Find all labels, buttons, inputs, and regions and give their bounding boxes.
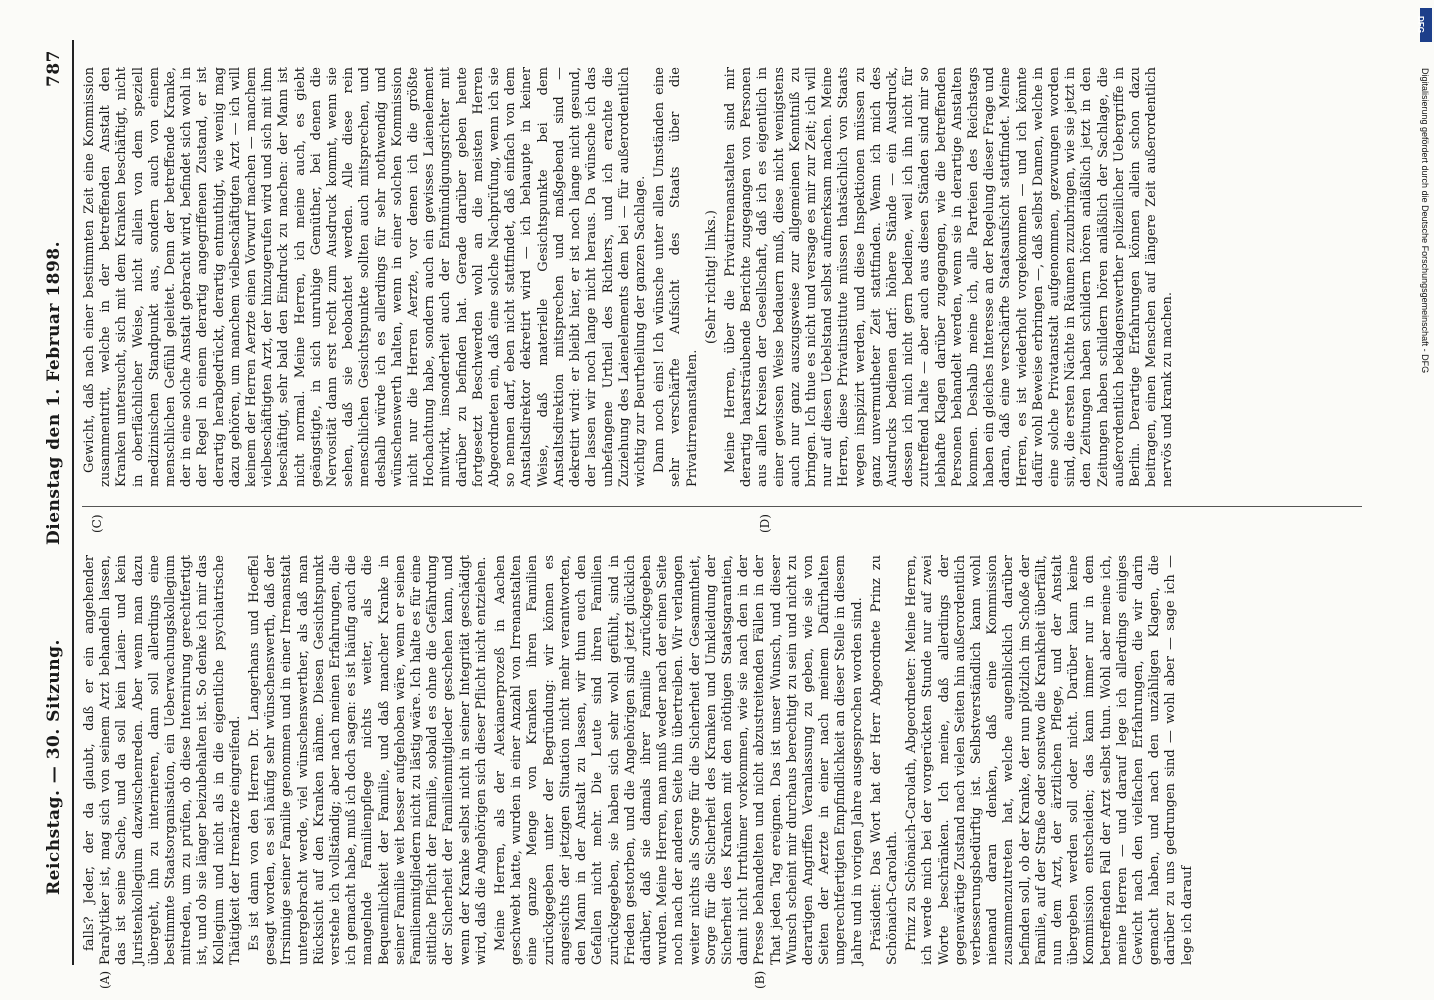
margin-marker-b: (B): [753, 970, 767, 989]
page-number: 787: [44, 50, 64, 87]
margin-marker-c: (C): [90, 514, 104, 533]
digitization-note-text: Digitalisierung gefördert durch die Deutsche Forschungsgemeinschaft - DFG: [1420, 68, 1430, 374]
speaker-line: Präsident: Das Wort hat der Herr Abgeordnete Prinz zu Schönaich-Carolath.: [868, 555, 900, 965]
paragraph: Es ist dann von den Herren Dr. Langerhans und Hoeffel gesagt worden, es sei häufig sehr wünschenswerth, daß der Irrsinnige seiner Familie genommen und in einer Irrenanstalt untergebracht werde, viel wünschenswerther, als daß man Rücksicht auf den Kranken nähme. Diesen Gesichtspunkt verstehe ich vollständig; aber nach meinen Erfahrungen, die ich gemacht habe, muß ich doch sagen: es ist häufig auch die mangelnde Familienpflege nichts weiter, als die Bequemlichkeit der Familie, und daß mancher Kranke in seiner Familie weit besser aufgehoben wäre, wenn er seinen Familienmitgliedern nicht zu lästig wäre. Ich halte es für eine sittliche Pflicht der Familie, sobald es ohne die Gefährdung der Sicherheit der Familienmitglieder geschehen kann, und wenn der Kranke selbst nicht in seiner Integrität geschädigt wird, daß die Angehörigen sich dieser Pflicht nicht entziehen.: [247, 555, 489, 965]
paragraph: Meine Herren, als der Alexianerprozeß in Aachen geschwebt hatte, wurden in einer Anzahl von Irrenanstalten eine ganze Menge von Kranken ihren Familien zurückgegeben unter der Begründung: wir können es angesichts der jetzigen Situation nicht mehr verantworten, den Mann in der Anstalt zu lassen, wir thun euch den Gefallen nicht mehr. Die Leute sind ihren Familien zurückgegeben, sie haben sich sehr wohl gefühlt, sind in Frieden gestorben, und die Angehörigen sind jetzt glücklich darüber, daß sie damals ihrer Familie zurückgegeben wurden. Meine Herren, man muß weder nach der einen Seite noch nach der anderen Seite hin übertreiben. Wir verlangen weiter nichts als Sorge für die Sicherheit der Gesammtheit, Sorge für die Sicherheit des Kranken und Umkleidung der Sicherheit des Kranken mit den nöthigen Staatsgarantien, damit nicht Irrthümer vorkommen, wie sie nach den in der Presse behandelten und nicht abzustreitenden Fällen in der That jeden Tag ereignen. Das ist unser Wunsch, und dieser Wunsch scheint mir durchaus berechtigt zu sein und nicht zu derartigen Angriffen Veranlassung zu geben, wie sie von Seiten der Aerzte in einer nach meinem Dafürhalten ungerechtfertigten Empfindlichkeit an dieser Stelle in diesem Jahre und in vorigen Jahre ausgesprochen worden sind.: [493, 555, 865, 965]
header-center: Dienstag den 1. Februar 1898.: [44, 240, 64, 545]
header-left: Reichstag. — 30. Sitzung.: [44, 639, 64, 895]
margin-marker-a: (A): [98, 970, 112, 989]
column-divider: [82, 506, 1362, 507]
paragraph: Gewicht, daß nach einer bestimmten Zeit eine Kommission zusammentritt, welche in der betreffenden Anstalt den Kranken untersucht, sich mit dem Kranken beschäftigt, nicht in oberflächlicher Weise, nicht allein von dem speziell medizinischen Standpunkt aus, sondern auch von einem menschlichen Gefühl geleitet. Denn der betreffende Kranke, der in eine solche Anstalt gebracht wird, befindet sich wohl in der Regel in einem derartig angegriffenen Zustand, er ist derartig herabgedrückt, derartig entmuthigt, wie wenig mag dazu gehören, um manchem vielbeschäftigten Arzt — ich will keinem der Herren Aerzte einen Vorwurf machen — manchem vielbeschäftigten Arzt, der hinzugerufen wird und sich mit ihm beschäftigt, sehr bald den Eindruck zu machen: der Mann ist nicht normal. Meine Herren, ich meine auch, es giebt geängstigte, in sich unruhige Gemüther, bei denen die Nervosität dann erst recht zum Ausdruck kommt, wenn sie sehen, daß sie beobachtet werden. Alle diese rein menschlichen Gesichtspunkte sollten auch mitsprechen, und deshalb würde ich es allerdings für sehr nothwendig und wünschenswerth halten, wenn in einer solchen Kommission nicht nur die Herren Aerzte, vor denen ich die größte Hochachtung habe, sondern auch ein gewisses Laienelement mitwirkt, insonderheit auch der Entmündigungsrichter mit darüber zu befinden hat. Gerade darüber geben heute fortgesetzt Beschwerden wohl an die meisten Herren Abgeordneten ein, daß eine solche Nachprüfung, wenn ich sie so nennen darf, eben nicht stattfindet, daß einfach von dem Anstaltsdirektor dekretirt wird — ich behaupte in keiner Weise, daß materielle Gesichtspunkte bei dem Anstaltsdirektion mitsprechen und maßgebend sind — dekretirt wird: er bleibt hier, er ist noch lange nicht gesund, der lassen wir noch lange nicht heraus. Da wünsche ich das unbefangene Urtheil des Richters, und ich erachte die Zuziehung des Laienelements dem bei — für außerordentlich wichtig zur Beurtheilung der ganzen Sachlage.: [82, 67, 648, 487]
page-header: [38, 40, 72, 965]
paragraph: Dann noch eins! Ich wünsche unter allen Umständen eine sehr verschärfte Aufsicht des Staats über die Privatirrenanstalten.: [652, 67, 700, 487]
margin-marker-d: (D): [758, 514, 772, 533]
paragraph: Meine Herren, über die Privatirrenanstalten sind mir derartig haarsträubende Berichte zugegangen von Personen aus allen Kreisen der Gesellschaft, daß ich es eigentlich in einer gewissen Weise bedauern muß, diese nicht wenigstens auch nur ganz auszugsweise zur allgemeinen Kenntniß zu bringen. Ich thue es nicht und versage es mir zur Zeit; ich will nur auf diesen Uebelstand selbst aufmerksam machen. Meine Herren, diese Privatinstitute müssen thatsächlich von Staats wegen inspizirt werden, und diese Inspektionen müssen zu ganz unvermutheter Zeit stattfinden. Wenn ich mich des Ausdrucks bedienen darf: höhere Stände — ein Ausdruck, dessen ich mich nicht gern bediene, weil ich ihn nicht für zutreffend halte — aber auch aus diesen Ständen sind mir so lebhafte Klagen darüber zugegangen, wie die betreffenden Personen behandelt werden, wenn sie in derartige Anstalten kommen. Deshalb meine ich, alle Parteien des Reichstags haben ein gleiches Interesse an der Regelung dieser Frage und daran, daß eine verschärfte Staatsaufsicht stattfindet. Meine Herren, es ist wiederholt vorgekommen — und ich könnte dafür wohl Beweise erbringen —, daß selbst Damen, welche in eine solche Privatanstalt aufgenommen, gezwungen worden sind, die ersten Nächte in Räumen zuzubringen, wie sie jetzt in den Zeitungen haben schildern hören anläßlich jetzt in den Zeitungen haben schildern hören anläßlich der Sachlage, die außerordentlich beklagenswerther polizeilicher Uebergriffe in Berlin. Derartige Erfahrungen können allein schon dazu beitragen, einen Menschen auf längere Zeit außerordentlich nervös und krank zu machen.: [722, 67, 1176, 487]
header-rule: [72, 40, 74, 965]
rotated-page-content: [38, 40, 1434, 989]
paragraph: Prinz zu Schönaich-Carolath, Abgeordneter: Meine Herren, ich werde mich bei der vorgerückten Stunde nur auf zwei Worte beschränken. Ich meine, daß allerdings der gegenwärtige Zustand nach vielen Seiten hin außerordentlich verbesserungsbedürftig ist. Selbstverständlich kann wohl niemand daran denken, daß eine Kommission zusammenzutreten hat, welche augenblicklich darüber befinden soll, ob der Kranke, der nun plötzlich im Schoße der Familie, auf der Straße oder sonstwo die Krankheit überfällt, nun dem Arzt, der ärztlichen Pflege, und der Anstalt übergeben werden soll oder nicht. Darüber kann keine Kommission entscheiden; das kann immer nur in dem betreffenden Fall der Arzt selbst thun. Wohl aber meine ich, meine Herren — und darauf lege ich allerdings einiges Gewicht nach den vielfachen Erfahrungen, die wir darin gemacht haben, und nach den unzähligen Klagen, die darüber zu uns gedrungen sind — wohl aber — sage ich — lege ich darauf: [904, 555, 1195, 965]
digitization-note: [1418, 8, 1432, 988]
dfg-logo: DFG: [1420, 8, 1432, 42]
right-column: [82, 67, 1180, 487]
paragraph: falls? Jeder, der da glaubt, daß er ein angehender Paralytiker ist, mag sich von seinem Arzt behandeln lassen, das ist seine Sache, und da soll kein Laien- und kein Juristenkollegium dazwischenreden. Aber wenn man dazu übergeht, ihn zu internieren, dann soll allerdings eine bestimmte Staatsorganisation, ein Ueberwachungskollegium mitreden, um zu prüfen, ob diese Internirung gerechtfertigt ist, und ob sie länger beizubehalten ist. So denke ich mir das Kollegium und nicht als in die eigentliche psychiatrische Thätigkeit der Irrenärzte eingreifend.: [82, 555, 243, 965]
interjection: (Sehr richtig! links.): [703, 210, 719, 344]
left-column: [82, 555, 1199, 965]
